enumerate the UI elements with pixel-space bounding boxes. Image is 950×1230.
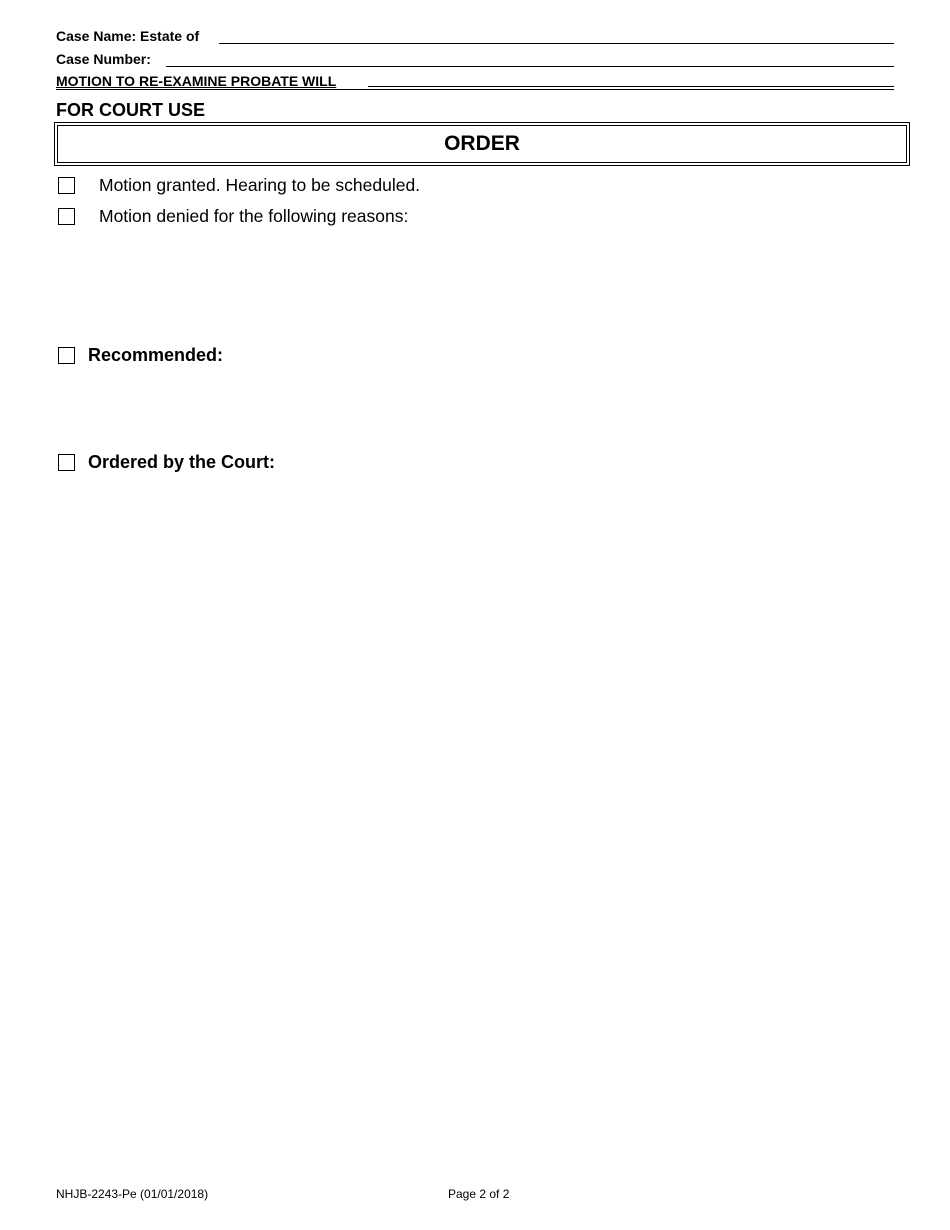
order-section-box: [54, 122, 910, 166]
ordered-label: Ordered by the Court:: [88, 452, 276, 472]
order-title: ORDER: [57, 125, 907, 163]
recommended-checkbox[interactable]: [58, 347, 75, 364]
title-rule-top: [368, 86, 894, 87]
page-number: Page 2 of 2: [448, 1187, 510, 1201]
case-number-field[interactable]: [166, 66, 894, 67]
recommended-label: Recommended:: [88, 345, 224, 365]
case-name-field[interactable]: [219, 43, 894, 44]
granted-checkbox[interactable]: [58, 177, 75, 194]
title-rule-bottom: [56, 89, 894, 90]
case-name-label: Case Name: Estate of: [56, 28, 200, 44]
case-number-label: Case Number:: [56, 51, 151, 67]
form-title: MOTION TO RE-EXAMINE PROBATE WILL: [56, 73, 337, 89]
form-id: NHJB-2243-Pe (01/01/2018): [56, 1187, 209, 1201]
granted-label: Motion granted. Hearing to be scheduled.: [99, 175, 421, 195]
ordered-checkbox[interactable]: [58, 454, 75, 471]
court-use-heading: FOR COURT USE: [56, 100, 206, 120]
denied-checkbox[interactable]: [58, 208, 75, 225]
denied-label: Motion denied for the following reasons:: [99, 206, 409, 226]
